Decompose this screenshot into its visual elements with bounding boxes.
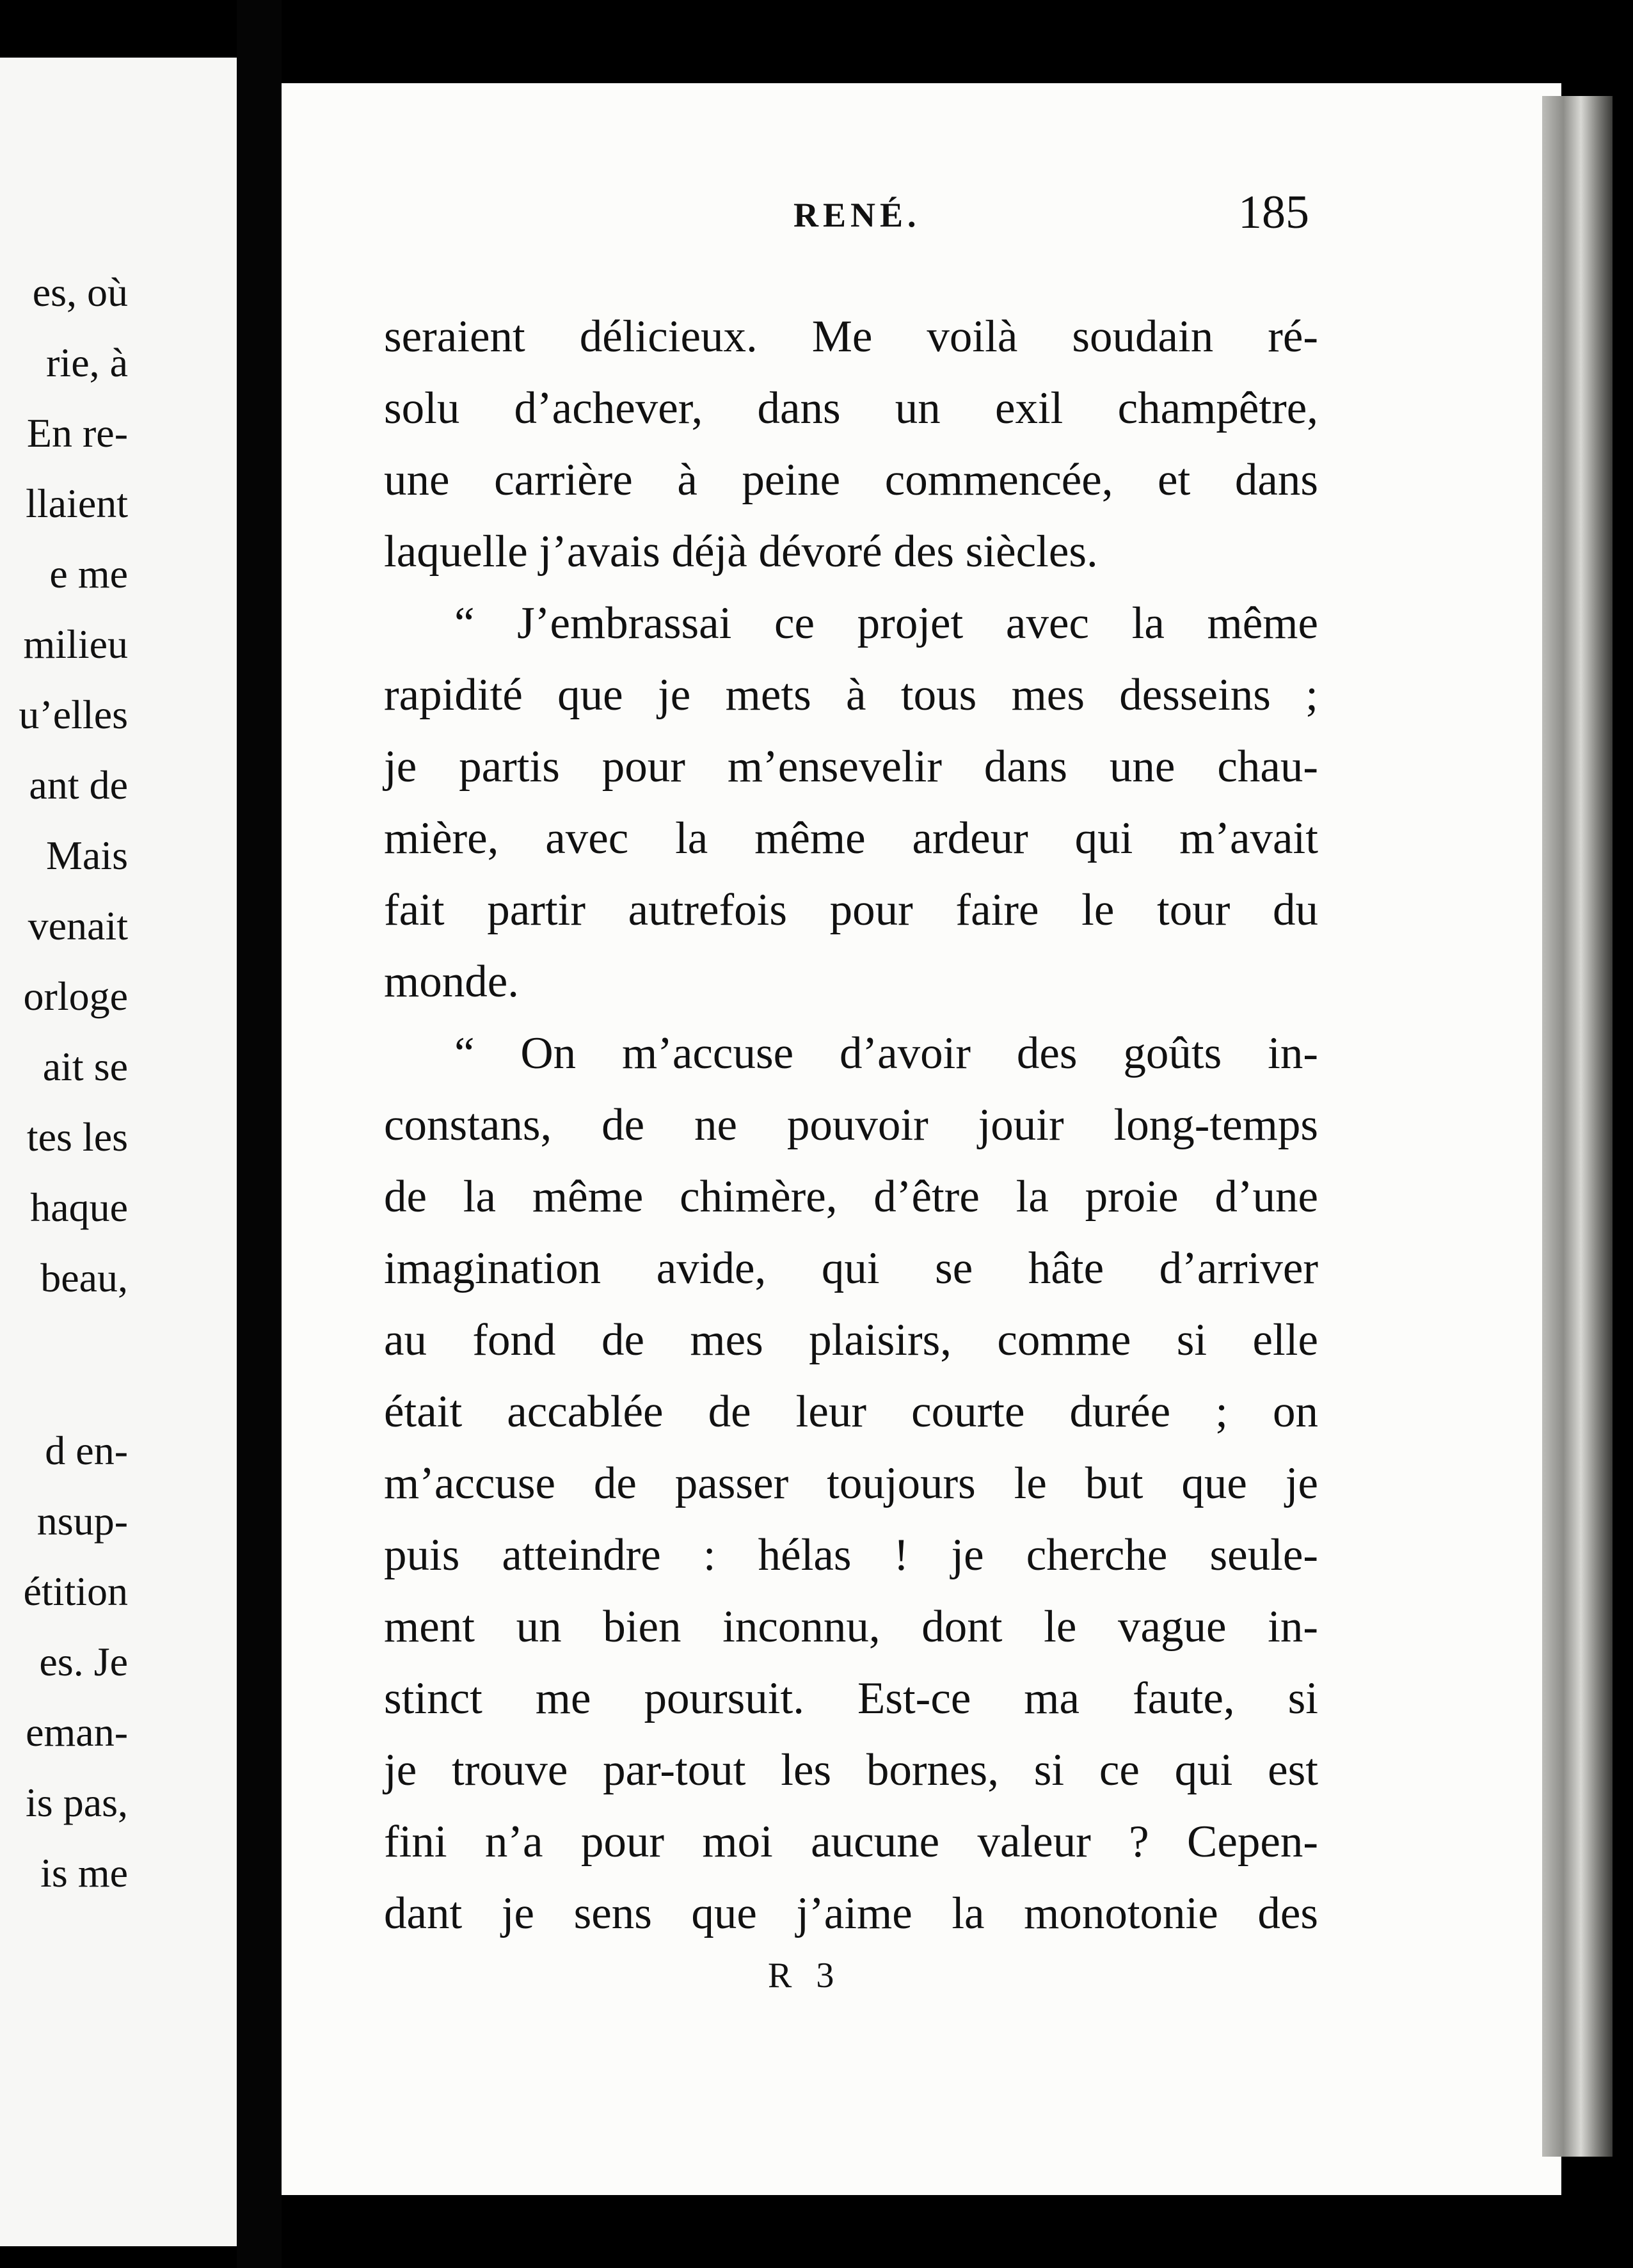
text-line: solu d’achever, dans un exil champêtre, — [384, 383, 1318, 433]
text-line: stinct me poursuit. Est-ce ma faute, si — [384, 1673, 1318, 1723]
left-page-line: étition — [23, 1569, 128, 1614]
text-line: au fond de mes plaisirs, comme si elle — [384, 1315, 1318, 1365]
text-line: mière, avec la même ardeur qui m’avait — [384, 813, 1318, 863]
text-line: “ J’embrassai ce projet avec la même — [454, 598, 1318, 648]
signature-mark: R 3 — [768, 1956, 842, 1995]
text-line: fait partir autrefois pour faire le tour du — [384, 885, 1318, 935]
text-line: monde. — [384, 957, 519, 1007]
left-page-line: is pas, — [26, 1780, 128, 1825]
left-page-line: u’elles — [19, 692, 128, 737]
left-page-line: haque — [30, 1185, 128, 1230]
body-text — [384, 301, 1318, 1949]
text-line: puis atteindre : hélas ! je cherche seule- — [384, 1530, 1318, 1580]
left-page-line: d en- — [45, 1428, 128, 1473]
left-facing-page — [0, 58, 237, 2246]
text-line: imagination avide, qui se hâte d’arriver — [384, 1243, 1318, 1293]
left-page-line: eman- — [26, 1709, 128, 1755]
text-line: je partis pour m’ensevelir dans une chau- — [384, 742, 1318, 792]
running-title: RENÉ. — [793, 196, 921, 234]
text-line: “ On m’accuse d’avoir des goûts in- — [454, 1028, 1318, 1078]
left-page-line: es. Je — [39, 1639, 128, 1684]
page-edge — [1542, 96, 1613, 2157]
text-line: rapidité que je mets à tous mes desseins ; — [384, 670, 1318, 720]
text-line: ment un bien inconnu, dont le vague in- — [384, 1602, 1318, 1652]
left-page-line: is me — [40, 1850, 128, 1896]
text-line: une carrière à peine commencée, et dans — [384, 455, 1318, 505]
left-page-line: tes les — [26, 1114, 128, 1160]
text-line: fini n’a pour moi aucune valeur ? Cepen- — [384, 1817, 1318, 1867]
left-page-line: ait se — [42, 1044, 128, 1089]
text-line: dant je sens que j’aime la monotonie des — [384, 1889, 1318, 1938]
left-page-line: llaient — [26, 481, 128, 526]
left-page-line: milieu — [23, 621, 128, 667]
text-line: était accablée de leur courte durée ; on — [384, 1387, 1318, 1437]
text-line: m’accuse de passer toujours le but que je — [384, 1458, 1318, 1508]
left-page-line: es, où — [32, 269, 128, 315]
text-line: laquelle j’avais déjà dévoré des siècles. — [384, 527, 1098, 577]
left-page-line: orloge — [23, 973, 128, 1019]
left-page-line: venait — [28, 903, 128, 948]
left-page-line: En re- — [26, 410, 128, 456]
left-page-line: beau, — [40, 1255, 128, 1300]
left-page-line: rie, à — [46, 340, 128, 385]
text-line: de la même chimère, d’être la proie d’une — [384, 1172, 1318, 1222]
book-gutter — [237, 0, 282, 2268]
left-page-line: e me — [49, 551, 128, 596]
text-line: seraient délicieux. Me voilà soudain ré- — [384, 312, 1318, 362]
left-page-line: ant de — [29, 762, 128, 808]
page-number: 185 — [1238, 186, 1309, 239]
left-page-line: Mais — [46, 833, 128, 878]
text-line: constans, de ne pouvoir jouir long-temps — [384, 1100, 1318, 1150]
text-line: je trouve par-tout les bornes, si ce qui est — [384, 1745, 1318, 1795]
left-page-line: nsup- — [36, 1498, 128, 1544]
